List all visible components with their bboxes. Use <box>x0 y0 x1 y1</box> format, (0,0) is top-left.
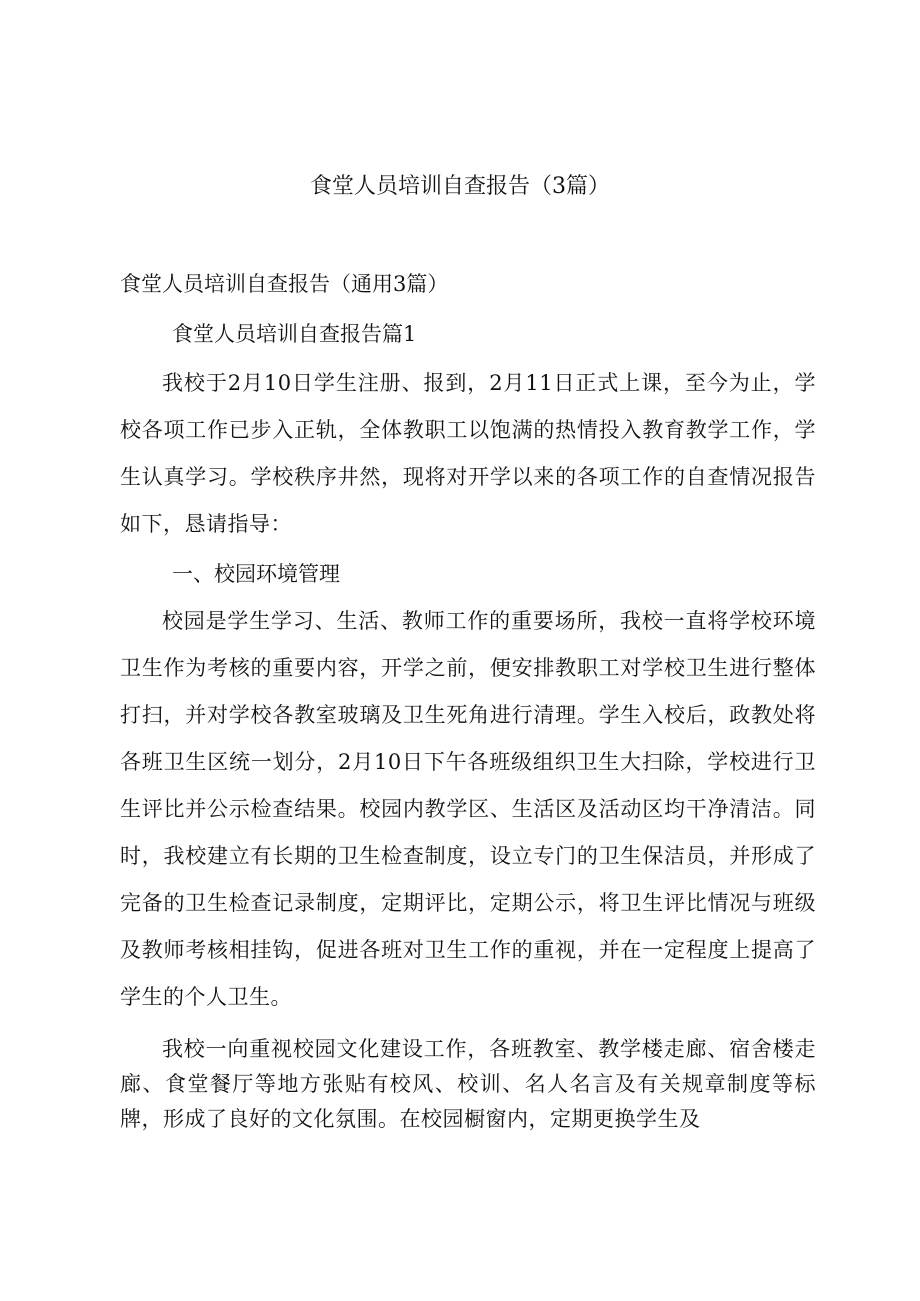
paragraph-campus-environment: 校园是学生学习、生活、教师工作的重要场所，我校一直将学校环境卫生作为考核的重要内容，开学之前，便安排教职工对学校卫生进行整体打扫，并对学校各教室玻璃及卫生死角进行清理。学生入校后，政教处将各班卫生区统一划分，2月10日下午各班级组织卫生大扫除，学校进行卫生评比并公示检查结果。校园内教学区、生活区及活动区均干净清洁。同时，我校建立有长期的卫生检查制度，设立专门的卫生保洁员，并形成了完备的卫生检查记录制度，定期评比，定期公示，将卫生评比情况与班级及教师考核相挂钩，促进各班对卫生工作的重视，并在一定程度上提高了学生的个人卫生。 <box>120 609 816 1009</box>
section-heading-campus-environment: 一、校园环境管理 <box>172 562 340 586</box>
document-subtitle: 食堂人员培训自查报告（通用3篇） <box>120 272 449 296</box>
paragraph-intro: 我校于2月10日学生注册、报到，2月11日正式上课，至今为止，学校各项工作已步入正轨，全体教职工以饱满的热情投入教育教学工作，学生认真学习。学校秩序井然，现将对开学以来的各项工作的自查情况报告如下，恳请指导： <box>120 371 816 536</box>
document-title: 食堂人员培训自查报告（3篇） <box>310 174 610 199</box>
article-heading: 食堂人员培训自查报告篇1 <box>172 322 417 346</box>
paragraph-campus-culture: 我校一向重视校园文化建设工作，各班教室、教学楼走廊、宿舍楼走廊、食堂餐厅等地方张贴有校风、校训、名人名言及有关规章制度等标牌，形成了良好的文化氛围。在校园橱窗内，定期更换学生及 <box>120 1037 816 1131</box>
